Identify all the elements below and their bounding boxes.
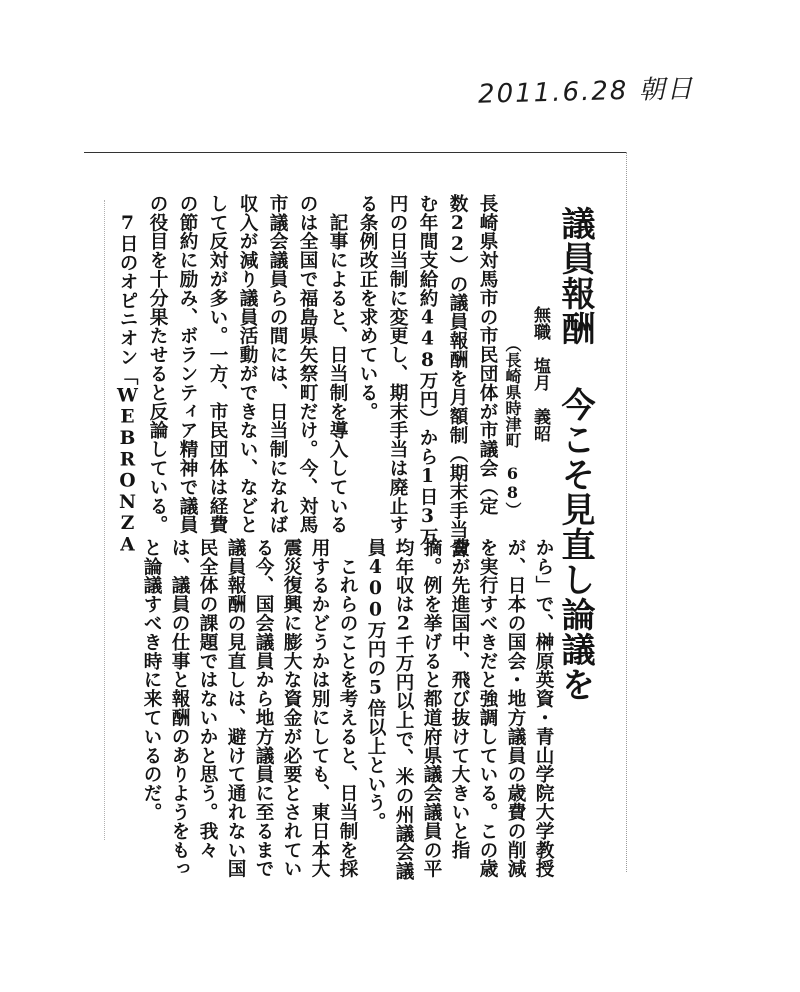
body-line: 数22）の議員報酬を月額制（期末手当含 xyxy=(447,194,468,558)
body-line: 収入が減り議員活動ができない、などと xyxy=(237,194,258,535)
body-line: 震災復興に膨大な資金が必要とされてい xyxy=(281,538,302,879)
body-line: る今、国会議員から地方議員に至るまで xyxy=(253,538,274,879)
body-line: 均年収は2千万円以上で、米の州議会議 xyxy=(393,538,414,881)
body-line: を実行すべきだと強調している。この歳 xyxy=(477,538,498,879)
body-line: の節約に励み、ボランティア精神で議員 xyxy=(177,194,198,535)
body-line: 議員報酬の見直しは、避けて通れない国 xyxy=(225,538,246,879)
body-line: 市議会議員らの間には、日当制になれば xyxy=(267,194,288,535)
body-line: 民全体の課題ではないかと思う。我々 xyxy=(197,538,218,860)
body-line: る条例改正を求めている。 xyxy=(357,194,378,421)
body-line: の役目を十分果たせると反論している。 xyxy=(147,194,168,535)
body-line: 用するかどうかは別にしても、東日本大 xyxy=(309,538,330,879)
body-line: は、議員の仕事と報酬のありようをもっ xyxy=(169,538,190,879)
body-line: して反対が多い。一方、市民団体は経費 xyxy=(207,194,228,535)
body-line: 円の日当制に変更し、期末手当は廃止す xyxy=(387,194,408,535)
author-name: 無職 塩月 義昭 xyxy=(530,306,550,442)
body-line: から」で、榊原英資・青山学院大学教授 xyxy=(533,538,554,879)
handwritten-date-note: 2011.6.28 朝日 xyxy=(477,74,695,110)
body-line: 費が先進国中、飛び抜けて大きいと指 xyxy=(449,538,470,860)
author-location-age: （長崎県時津町 68） xyxy=(503,336,522,518)
body-line: のは全国で福島県矢祭町だけ。今、対馬 xyxy=(297,194,318,535)
body-line: 7日のオピニオン「WEBRONZA xyxy=(117,194,138,556)
body-line: 員400万円の5倍以上という。 xyxy=(365,538,386,832)
body-line: む年間支給約448万円）から1日3万 xyxy=(417,194,438,547)
article-headline: 議員報酬 今こそ見直し論議を xyxy=(555,206,595,702)
body-line: が、日本の国会・地方議員の歳費の削減 xyxy=(505,538,526,879)
body-line: 記事によると、日当制を導入している xyxy=(327,194,348,535)
body-line: 長崎県対馬市の市民団体が市議会（定 xyxy=(477,194,498,516)
body-line: 摘。例を挙げると都道府県議会議員の平 xyxy=(421,538,442,879)
body-line: これらのことを考えると、日当制を採 xyxy=(337,538,358,879)
body-line: と論議すべき時に来ているのだ。 xyxy=(141,538,162,822)
